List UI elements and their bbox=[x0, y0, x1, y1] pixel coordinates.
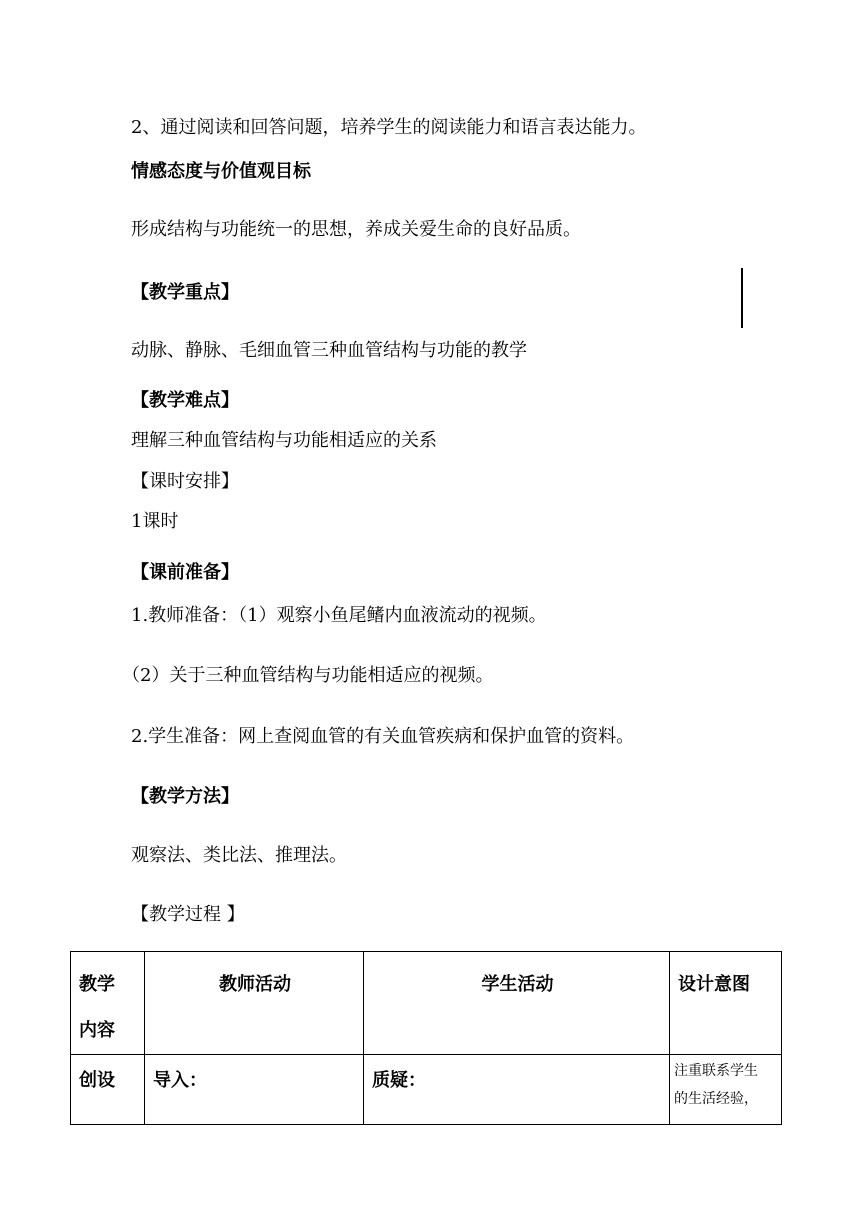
table-header-row bbox=[71, 952, 782, 1055]
margin-bar bbox=[741, 268, 743, 328]
schedule-text: 1课时 bbox=[131, 511, 179, 532]
schedule-heading: 【课时安排】 bbox=[131, 471, 239, 492]
teaching-process-table bbox=[70, 951, 782, 1125]
difficulty-heading: 【教学难点】 bbox=[131, 390, 239, 411]
emotion-goal-heading: 情感态度与价值观目标 bbox=[131, 161, 311, 182]
row1-intent-cell bbox=[670, 1055, 782, 1125]
process-heading: 【教学过程 】 bbox=[131, 904, 245, 925]
header-intent-label: 设计意图 bbox=[678, 974, 750, 995]
row1-content: 创设 bbox=[79, 1070, 115, 1091]
prep-student: 2.学生准备：网上查阅血管的有关血管疾病和保护血管的资料。 bbox=[131, 726, 635, 747]
key-point-text: 动脉、静脉、毛细血管三种血管结构与功能的教学 bbox=[131, 340, 527, 361]
key-point-heading: 【教学重点】 bbox=[131, 282, 239, 303]
row1-intent-line1: 注重联系学生 bbox=[674, 1063, 758, 1079]
header-student-cell bbox=[364, 952, 670, 1055]
row1-intent-line2: 的生活经验， bbox=[674, 1091, 758, 1107]
method-text: 观察法、类比法、推理法。 bbox=[131, 845, 347, 866]
emotion-goal-text: 形成结构与功能统一的思想，养成关爱生命的良好品质。 bbox=[131, 219, 581, 240]
difficulty-text: 理解三种血管结构与功能相适应的关系 bbox=[131, 430, 437, 451]
header-teacher-cell bbox=[145, 952, 364, 1055]
header-content-cell bbox=[71, 952, 145, 1055]
row1-student-cell bbox=[364, 1055, 670, 1125]
row1-student: 质疑： bbox=[372, 1070, 426, 1091]
prep-teacher-2: （2）关于三种血管结构与功能相适应的视频。 bbox=[122, 665, 494, 686]
header-content-line2: 内容 bbox=[79, 1020, 115, 1041]
prep-teacher-1: 1.教师准备：（1）观察小鱼尾鳍内血液流动的视频。 bbox=[131, 605, 547, 626]
table-row bbox=[71, 1055, 782, 1125]
row1-content-cell bbox=[71, 1055, 145, 1125]
header-teacher-label: 教师活动 bbox=[219, 974, 291, 995]
row1-teacher: 导入： bbox=[153, 1070, 207, 1091]
header-content-line1: 教学 bbox=[79, 974, 115, 995]
method-heading: 【教学方法】 bbox=[131, 786, 239, 807]
prep-heading: 【课前准备】 bbox=[131, 562, 239, 583]
header-intent-cell bbox=[670, 952, 782, 1055]
header-student-label: 学生活动 bbox=[481, 974, 554, 995]
row1-teacher-cell bbox=[145, 1055, 364, 1125]
skill-goal-2: 2、通过阅读和回答问题，培养学生的阅读能力和语言表达能力。 bbox=[131, 117, 647, 138]
